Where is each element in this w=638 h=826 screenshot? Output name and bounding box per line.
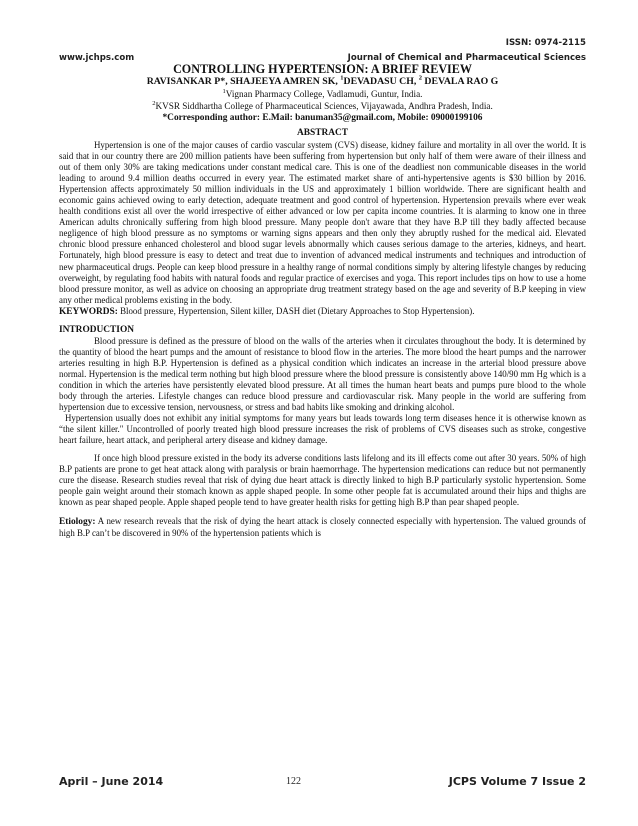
footer-volume: JCPS Volume 7 Issue 2	[448, 775, 586, 788]
affiliation-1	[59, 88, 586, 100]
corresponding-author: *Corresponding author: E.Mail: banuman35@gmail.com, Mobile: 09000199106	[162, 113, 483, 123]
etiology-text: A new research reveals that the risk of dying the heart attack is closely connected especially with hypertension. The valued grounds of high B.P can’t be discovered in 90% of the hypertension patients which is	[59, 515, 586, 538]
author-sup-2: 2	[418, 74, 422, 82]
abstract-text: Hypertension is one of the major causes of cardio vascular system (CVS) disease, kidney failure and mortality in all over the world. It is said that in our country there are 200 million patients have been suffering from hypertension but only half of them were aware of their illness and out of them only 30% are taking medications under constant medical care. This is one of the deadliest non communicable diseases in the world leading to around 9.4 million deaths occurred in every year. The estimated market share of anti-hypertensive agents is $30 billion by 2016. Hypertension affects approximately 50 million individuals in the US and approximately 1 billion worldwide. There are significant health and economic gains achieved owing to early detection, adequate treatment and good control of hypertension. Hypertension prevails where ever weak health conditions exist all over the world irrespective of either advanced or low per capita income countries. It is alarming to know one in three American adults chronically suffering from high blood pressure. Many people don't aware that they have B.P till they badly affected because negligence of high blood pressure as no symptoms or warning signs appears and then only they abruptly rushed for the medical aid. Elevated chronic blood pressure enhanced cholesterol and blood sugar levels abnormally which causes serious damage to the arteries, kidneys, and heart. Fortunately, high blood pressure is easy to detect and treat due to invention of advanced medical instruments and techniques and introduction of new pharmaceutical drugs. People can keep blood pressure in a healthy range of normal conditions simply by altering lifestyle changes by reducing overweight, by regulating food habits with natural foods and regular practice of exercises and yoga. This report includes tips on how to use a home blood pressure monitor, as well as advice on choosing an appropriate drug treatment strategy based on the age and severity of B.P keeping in view any other medical problems existing in the body.	[59, 140, 586, 305]
journal-name: Journal of Chemical and Pharmaceutical Sciences	[347, 53, 586, 63]
affiliation-2-text: KVSR Siddhartha College of Pharmaceutical Sciences, Vijayawada, Andhra Pradesh, India.	[155, 101, 493, 111]
article-body	[59, 63, 586, 539]
keywords-text: Blood pressure, Hypertension, Silent killer, DASH diet (Dietary Approaches to Stop Hypertension).	[117, 305, 475, 316]
author-names-1: RAVISANKAR P*, SHAJEEYA AMREN SK,	[146, 76, 341, 87]
affiliation-2	[59, 100, 586, 112]
etiology-label: Etiology:	[59, 516, 96, 527]
page-number: 122	[286, 776, 301, 787]
affiliation-1-text: Vignan Pharmacy College, Vadlamudi, Guntur, India.	[225, 89, 423, 99]
author-names-2: DEVADASU CH,	[343, 76, 419, 87]
affiliation-2-sup: 2	[152, 99, 156, 107]
abstract-heading: ABSTRACT	[296, 128, 349, 138]
keywords-label: KEYWORDS:	[59, 306, 118, 317]
keywords	[59, 306, 586, 318]
author-sup-1: 1	[340, 74, 344, 82]
author-names-3: DEVALA RAO G	[421, 76, 499, 87]
affiliation-1-sup: 1	[222, 87, 226, 95]
intro-paragraph: Hypertension usually does not exhibit any initial symptoms for many years but leads towards long term diseases hence it is otherwise known as “the silent killer." Uncontrolled of poorly treated high blood pressure increases the risk of problems of CVS diseases such as stroke, congestive heart failure, heart attack, and peripheral artery disease and kidney damage.	[59, 413, 586, 446]
intro-paragraph: If once high blood pressure existed in the body its adverse conditions lasts lifelong and its ill effects come out after 30 years. 50% of high B.P patients are prone to get heat attack along with paralysis or brain haemorrhage. The hypertension medications can reduce but not permanently cure the disease. Research studies reveal that risk of dying due heart attack is directly linked to high B.P particularly systolic hypertension. Some people gain weight around their stomach known as apple shaped people. In some other people fat is accumulated around their hips and thighs are known as pear shaped people. Apple shaped people tend to have greater health risks for getting high B.P than pear shaped people.	[59, 453, 586, 508]
footer-issue-date: April – June 2014	[59, 775, 164, 788]
journal-website: www.jchps.com	[59, 53, 135, 63]
paper-title: CONTROLLING HYPERTENSION: A BRIEF REVIEW	[173, 62, 472, 76]
intro-paragraph: Blood pressure is defined as the pressure of blood on the walls of the arteries when it circulates throughout the body. It is determined by the quantity of blood the heart pumps and the amount of resistance to blood flow in the arteries. The more blood the heart pumps and the narrower arteries resulting in high B.P. Hypertension is defined as a physical condition which indicates an increase in the arterial blood pressure above normal. Hypertension is the medical term nothing but high blood pressure where the blood pressure is consistently above 140/90 mm Hg which is a condition in which the arteries have persistently elevated blood pressure. At all times the human heart beats and pumps pure blood to the whole body through the arteries. Lifestyle changes can reduce blood pressure and cardiovascular risk. Many people in the world are suffering from hypertension due to excessive tension, nervousness, or stress and bad habits like smoking and drinking alcohol.	[59, 335, 586, 413]
issn-label: ISSN: 0974-2115	[505, 38, 586, 48]
etiology-paragraph	[59, 516, 586, 539]
introduction-heading: INTRODUCTION	[59, 324, 135, 335]
author-list	[59, 76, 586, 88]
